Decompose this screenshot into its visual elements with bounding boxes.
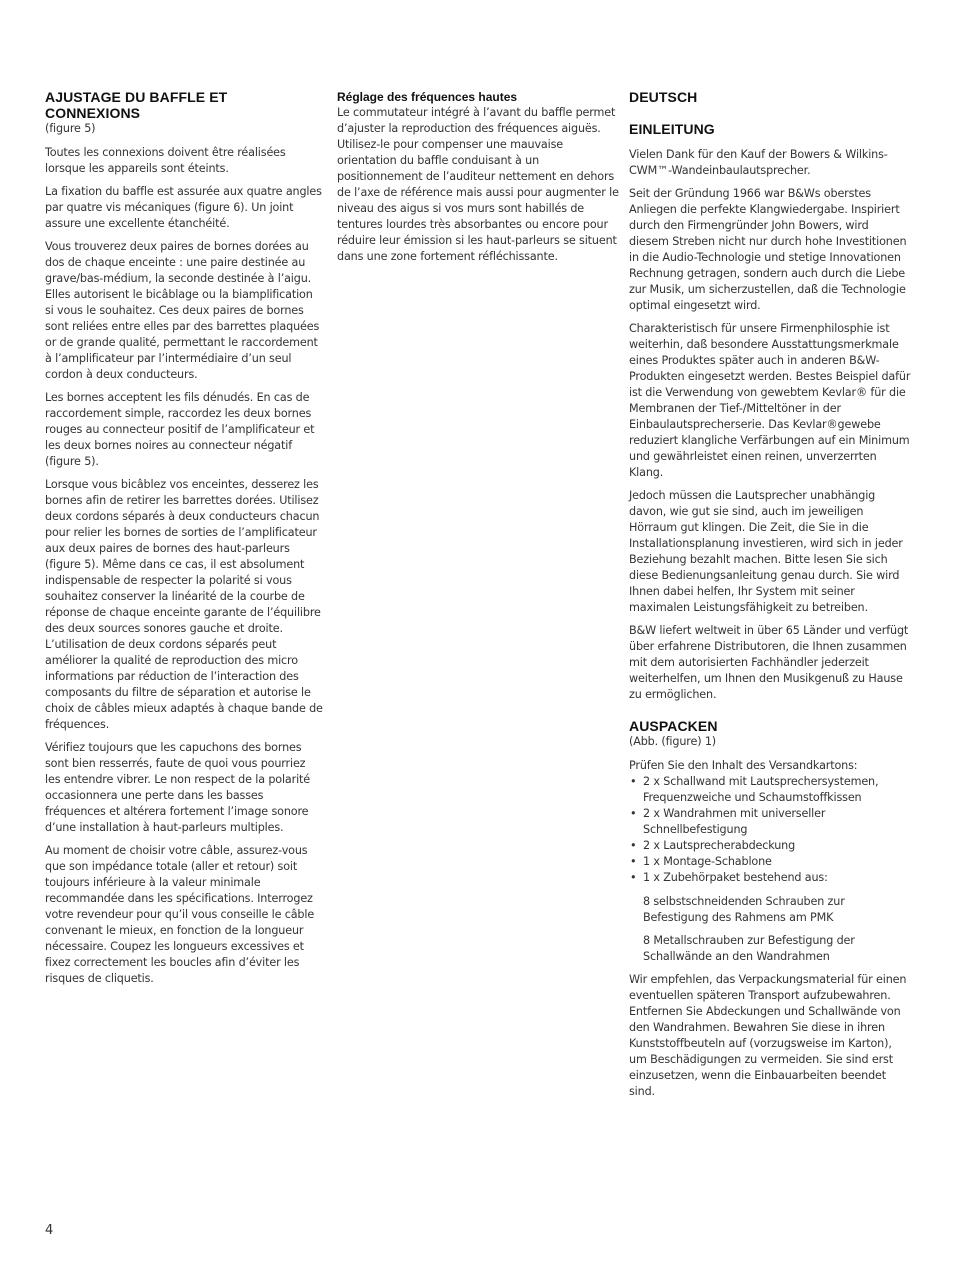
- paragraph: Vielen Dank für den Kauf der Bowers & Wilkins-CWM™-Wandeinbaulautsprecher.: [629, 148, 888, 177]
- page-number: 4: [45, 1223, 54, 1238]
- paragraph: Vous trouverez deux paires de bornes dorées au dos de chaque enceinte : une paire destinée au grave/bas-médium, la seconde destinée à l’aigu. Elles autorisent le bicâblage ou la biamplification si vous le souhaitez. Ces deux paires de bornes sont reliées entre elles par des barrettes plaquées or de grande qualité, permettant le raccordement à l’amplificateur par l’intermédiaire d’un seul cordon à deux conducteurs.: [45, 240, 320, 381]
- paragraph: Toutes les connexions doivent être réalisées lorsque les appareils sont éteints.: [45, 146, 286, 175]
- column-french-treble: [337, 89, 619, 272]
- paragraph: Wir empfehlen, das Verpackungsmaterial für einen eventuellen späteren Transport aufzubewahren. Entfernen Sie Abdeckungen und Schallwände von den Wandrahmen. Bewahren Sie diese in ihren Kunststoffbeuteln auf (vorzugsweise im Karton), um Beschädigungen zu vermeiden. Sie sind erst einzusetzen, wenn die Einbauarbeiten beendet sind.: [629, 973, 907, 1098]
- paragraph: Le commutateur intégré à l’avant du baffle permet d’ajuster la reproduction des fréquences aiguës. Utilisez-le pour compenser une mauvaise orientation du baffle conduisant à un positionnement de l’auditeur nettement en dehors de l’axe de référence mais aussi pour augmenter le niveau des aigus si vos murs sont habillés de tentures lourdes très absorbantes ou encore pour réduire leur émission si les haut-parleurs se situent dans une zone fortement réfléchissante.: [337, 106, 619, 263]
- paragraph: Seit der Gründung 1966 war B&Ws oberstes Anliegen die perfekte Klangwiedergabe. Inspiriert durch den Firmengründer John Bowers, wird diesem Streben nicht nur durch hohe Investitionen in die Audio-Technologie und stetige Innovationen Rechnung getragen, sondern auch durch die Liebe zur Musik, um sicherzustellen, daß die Technologie optimal eingesetzt wird.: [629, 187, 907, 312]
- section-heading-ajustage: AJUSTAGE DU BAFFLE ET CONNEXIONS: [45, 89, 228, 121]
- list-item: • 1 x Zubehörpaket bestehend aus:: [629, 870, 911, 886]
- unpack-lead: Prüfen Sie den Inhalt des Versandkartons:: [629, 759, 858, 772]
- paragraph: Au moment de choisir votre câble, assurez-vous que son impédance totale (aller et retour) soit toujours inférieure à la valeur minimale recommandée dans les spécifications. Interrogez votre revendeur pour qu’il vous conseille le câble convenant le mieux, en fonction de la longueur nécessaire. Coupez les longueurs excessives et fixez correctement les boucles afin d’éviter les risques de cliquetis.: [45, 844, 315, 985]
- paragraph: Vérifiez toujours que les capuchons des bornes sont bien resserrés, faute de quoi vous pourriez les entendre vibrer. Le non respect de la polarité occasionnera une perte dans les basses fréquences et altérera fortement l’image sonore d’une installation à haut-parleurs multiples.: [45, 741, 311, 834]
- paragraph: La fixation du baffle est assurée aux quatre angles par quatre vis mécaniques (figure 6). Un joint assure une excellente étanchéité.: [45, 185, 322, 230]
- subheading-frequences-hautes: Réglage des fréquences hautes: [337, 90, 518, 104]
- list-item: • 2 x Lautsprecherabdeckung: [629, 838, 911, 854]
- paragraph: Les bornes acceptent les fils dénudés. En cas de raccordement simple, raccordez les deux bornes rouges au connecteur positif de l’amplificateur et les deux bornes noires au connecteur négatif (figure 5).: [45, 391, 315, 468]
- language-heading: DEUTSCH: [629, 89, 698, 105]
- paragraph: B&W liefert weltweit in über 65 Länder und verfügt über erfahrene Distributoren, die Ihnen zusammen mit dem autorisierten Fachhändler jederzeit weiterhelfen, um Ihnen den Musikgenuß zu Hause zu ermöglichen.: [629, 624, 909, 701]
- paragraph: Lorsque vous bicâblez vos enceintes, desserez les bornes afin de retirer les barrettes dorées. Utilisez deux cordons séparés à deux conducteurs chacun pour relier les bornes de sorties de l’amplificateur aux deux paires de bornes des haut-parleurs (figure 5). Même dans ce cas, il est absolument indispensable de respecter la polarité si vous souhaitez conserver la linéarité de la courbe de réponse de chaque enceinte garante de l’équilibre des deux sources sonores gauche et droite. L’utilisation de deux cordons séparés peut améliorer la qualité de reproduction des micro informations par réduction de l’interaction des composants du filtre de séparation et autorise le choix de câbles mieux adaptés à chaque bande de fréquences.: [45, 478, 323, 731]
- section-heading-einleitung: EINLEITUNG: [629, 121, 715, 137]
- contents-list: [629, 774, 911, 886]
- list-item: • 1 x Montage-Schablone: [629, 854, 911, 870]
- accessory-item: 8 selbstschneidenden Schrauben zur Befestigung des Rahmens am PMK: [643, 895, 845, 924]
- section-heading-auspacken: AUSPACKEN: [629, 718, 718, 734]
- paragraph: Charakteristisch für unsere Firmenphilosphie ist weiterhin, daß besondere Ausstattungsmerkmale eines Produktes später auch in anderen B&W-Produkten eingesetzt werden. Bestes Beispiel dafür ist die Verwendung von gewebtem Kevlar® für die Membranen der Tief-/Mitteltöner in der Einbaulautsprecherserie. Das Kevlar®gewebe reduziert klangliche Verfärbungen auf ein Minimum und gewährleistet einen reinen, unverzerrten Klang.: [629, 322, 911, 479]
- figure-reference: (figure 5): [45, 122, 96, 135]
- paragraph: Jedoch müssen die Lautsprecher unabhängig davon, wie gut sie sind, auch im jeweiligen Hörraum gut klingen. Die Zeit, die Sie in die Installationsplanung investieren, wird sich in jeder Beziehung bezahlt machen. Bitte lesen Sie sich diese Bedienungsanleitung genau durch. Sie wird Ihnen dabei helfen, Ihr System mit seiner maximalen Leistungsfähigkeit zu betreiben.: [629, 489, 903, 614]
- column-german: [629, 89, 911, 1107]
- accessory-item: 8 Metallschrauben zur Befestigung der Schallwände an den Wandrahmen: [643, 934, 855, 963]
- list-item: • 2 x Wandrahmen mit universeller Schnellbefestigung: [629, 806, 911, 838]
- figure-reference: (Abb. (figure) 1): [629, 735, 717, 748]
- column-french-connections: [45, 89, 323, 994]
- list-item: • 2 x Schallwand mit Lautsprechersystemen, Frequenzweiche und Schaumstoffkissen: [629, 774, 911, 806]
